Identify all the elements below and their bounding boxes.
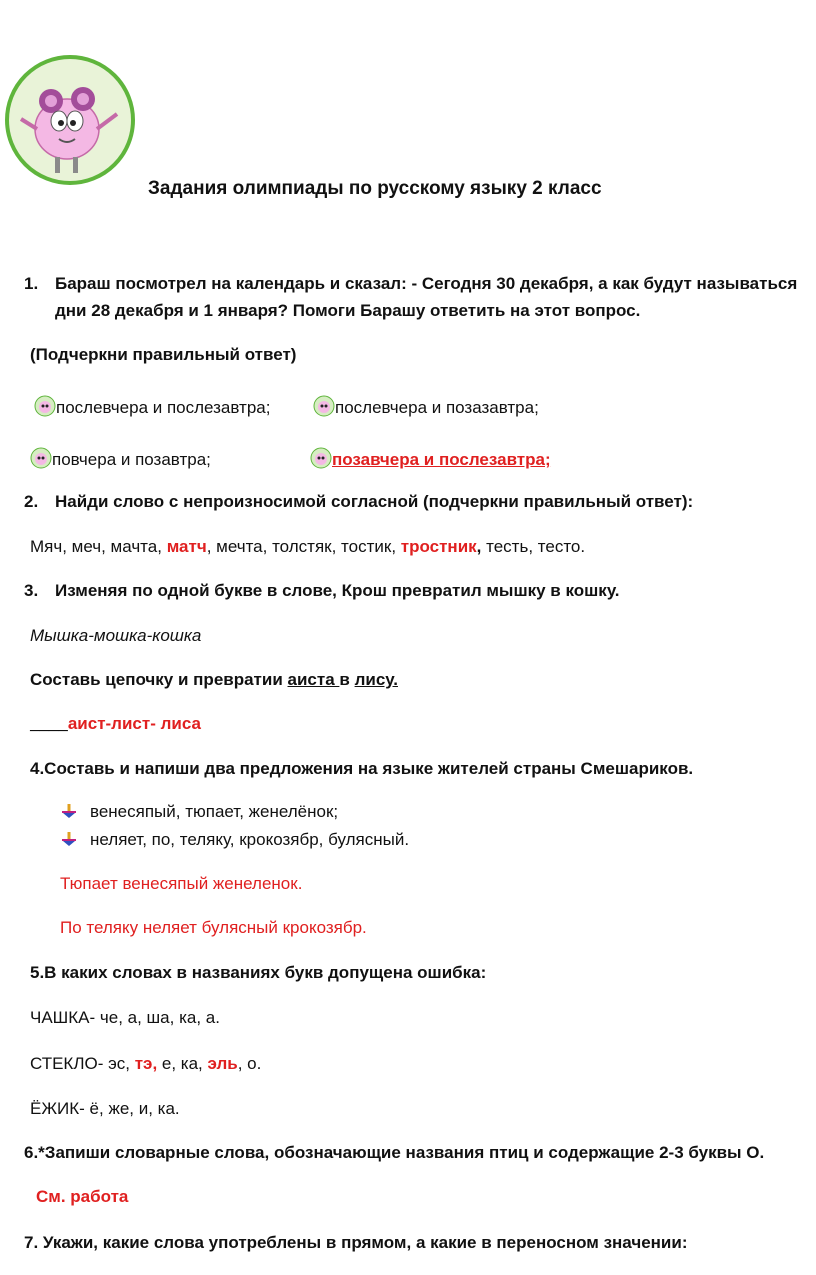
q4-answer-2: По теляку неляет булясный крокозябр. xyxy=(60,918,367,937)
q3-text: Изменяя по одной букве в слове, Крош превратил мышку в кошку. xyxy=(55,581,620,600)
q4-bullet-1-text: венесяпый, тюпает, женелёнок; xyxy=(90,802,339,821)
q2-answer-1: матч xyxy=(166,537,207,556)
q2-words-part: , xyxy=(476,537,482,556)
q7-text: 7. Укажи, какие слова употреблены в прямом, а какие в переносном значении: xyxy=(24,1233,688,1252)
q5-line-1: ЧАШКА- че, а, ша, ка, а. xyxy=(30,1008,220,1027)
q3-task-lead: Составь цепочку и превратии xyxy=(30,670,288,689)
q3-number: 3. xyxy=(24,581,39,600)
q4-bullet-2 xyxy=(60,830,409,850)
q4-bullet-2-text: неляет, по, теляку, крокозябр, булясный. xyxy=(90,830,410,849)
page-title: Задания олимпиады по русскому языку 2 класс xyxy=(148,178,602,199)
q1-hint: (Подчеркни правильный ответ) xyxy=(30,345,297,364)
q1-option-1-text: послевчера и послезавтра; xyxy=(56,398,271,417)
q1-line1: Бараш посмотрел на календарь и сказал: - Сегодня 30 декабря, а как будут называться xyxy=(55,274,798,293)
q1-option-2-text: послевчера и позазавтра; xyxy=(335,398,539,417)
q2-words-part: , мечта, толстяк, тостик, xyxy=(206,537,401,556)
q2-words-part: Мяч, меч, мачта, xyxy=(30,537,167,556)
q1-option-4 xyxy=(310,447,551,470)
q5-error-2: эль xyxy=(207,1054,238,1073)
q1-option-3-text: повчера и позавтра; xyxy=(52,450,211,469)
barash-mini-icon xyxy=(310,447,332,469)
q2-words xyxy=(30,537,585,557)
q5-line-2 xyxy=(30,1054,261,1074)
q3-blank: ____ xyxy=(30,714,68,733)
q5-line-3: ЁЖИК- ё, же, и, ка. xyxy=(30,1099,180,1118)
barash-icon xyxy=(9,59,131,181)
barash-mini-icon xyxy=(313,395,335,417)
q3-word-to: лису. xyxy=(354,670,398,689)
q1-line2: дни 28 декабря и 1 января? Помоги Барашу ответить на этот вопрос. xyxy=(55,301,641,320)
barash-logo xyxy=(5,55,135,185)
q2-number: 2. xyxy=(24,492,39,511)
q2-words-part: тесть, тесто. xyxy=(481,537,586,556)
q5-text: 5.В каких словах в названиях букв допущена ошибка: xyxy=(30,963,487,982)
q3-answer-line xyxy=(30,714,201,734)
q1-option-4-text: позавчера и послезавтра; xyxy=(332,450,551,469)
q1-option-3 xyxy=(30,447,211,470)
q2-text: Найди слово с непроизносимой согласной (подчеркни правильный ответ): xyxy=(55,492,694,511)
q1-option-2 xyxy=(313,395,539,418)
q6-text: 6.*Запиши словарные слова, обозначающие названия птиц и содержащие 2-3 буквы О. xyxy=(24,1143,765,1162)
barash-mini-icon xyxy=(30,447,52,469)
q3-word-from: аиста xyxy=(287,670,340,689)
q2-answer-2: тростник xyxy=(400,537,477,556)
q5-line-2-part: е, ка, xyxy=(157,1054,208,1073)
q3-example: Мышка-мошка-кошка xyxy=(30,626,202,645)
q3-task-mid: в xyxy=(339,670,355,689)
q4-bullet-1 xyxy=(60,802,338,822)
q5-error-1: тэ, xyxy=(134,1054,158,1073)
barash-mini-icon xyxy=(34,395,56,417)
arrow-bullet-icon xyxy=(60,830,78,848)
q3-task xyxy=(30,670,398,690)
q1-number: 1. xyxy=(24,274,39,293)
q3-answer: аист-лист- лиса xyxy=(67,714,201,733)
q5-line-2-part: СТЕКЛО- эс, xyxy=(30,1054,135,1073)
arrow-bullet-icon xyxy=(60,802,78,820)
q4-answer-1: Тюпает венесяпый женеленок. xyxy=(60,874,303,893)
q5-line-2-part: , о. xyxy=(237,1054,262,1073)
q6-answer: См. работа xyxy=(36,1187,129,1206)
q4-text: 4.Составь и напиши два предложения на языке жителей страны Смешариков. xyxy=(30,759,694,778)
q1-option-1 xyxy=(34,395,270,418)
